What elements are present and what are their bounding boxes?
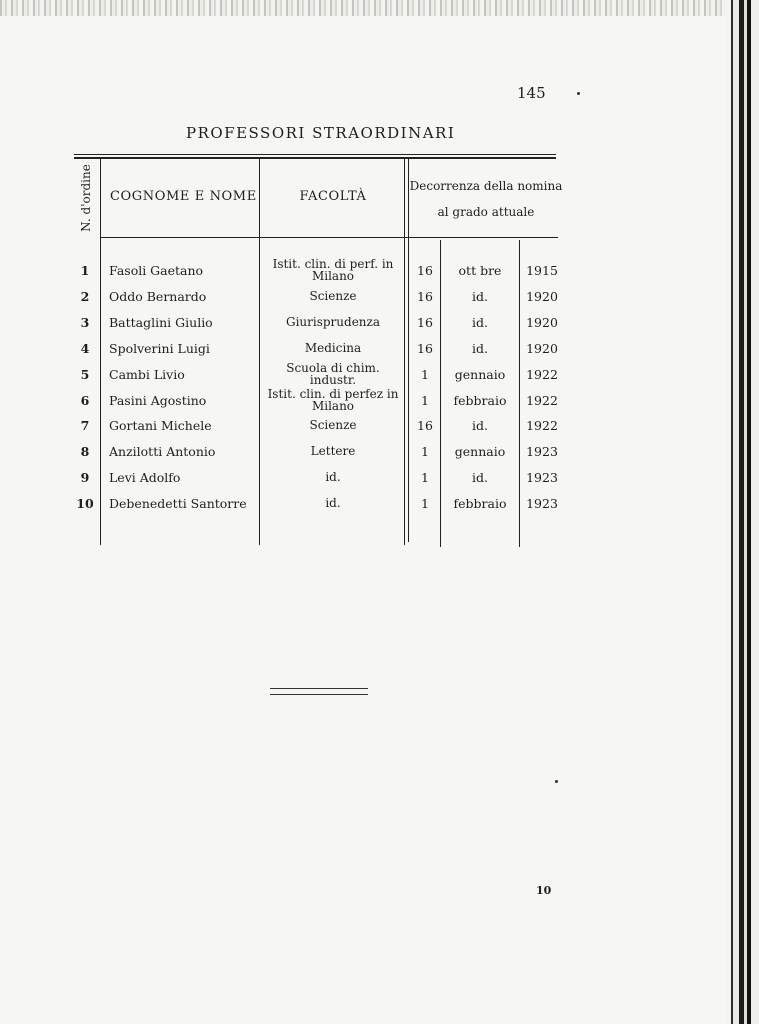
row-name: Levi Adolfo <box>109 469 181 485</box>
section-end-rule <box>270 688 368 695</box>
row-month: ott bre <box>458 262 502 278</box>
row-month: id. <box>472 340 488 356</box>
row-year: 1915 <box>526 262 558 278</box>
row-number: 6 <box>80 392 90 408</box>
row-month: gennaio <box>454 366 506 382</box>
signature-mark: 10 <box>536 884 552 897</box>
row-faculty: Lettere <box>310 444 356 458</box>
table-row <box>0 336 759 360</box>
table-row <box>0 258 759 282</box>
row-year: 1920 <box>526 314 558 330</box>
row-month: id. <box>472 417 488 433</box>
row-number: 4 <box>80 340 90 356</box>
row-number: 3 <box>80 314 90 330</box>
table-row <box>0 465 759 489</box>
table-row <box>0 439 759 463</box>
row-faculty: Giurisprudenza <box>285 315 381 329</box>
row-number: 10 <box>76 495 94 511</box>
row-month: id. <box>472 314 488 330</box>
row-month: id. <box>472 288 488 304</box>
row-day: 16 <box>417 340 433 356</box>
row-number: 8 <box>80 443 90 459</box>
ink-speck <box>577 92 580 95</box>
row-number: 5 <box>80 366 90 382</box>
row-faculty: Scienze <box>309 289 357 303</box>
row-day: 16 <box>417 288 433 304</box>
header-name: COGNOME E NOME <box>110 189 257 204</box>
row-day: 1 <box>421 469 429 485</box>
table-header-rule <box>100 237 558 238</box>
row-name: Cambi Livio <box>109 366 185 382</box>
row-faculty: id. <box>325 496 341 510</box>
table-row <box>0 491 759 515</box>
table-top-rule <box>74 154 556 155</box>
row-year: 1923 <box>526 469 558 485</box>
row-number: 9 <box>80 469 90 485</box>
row-name: Debenedetti Santorre <box>109 495 247 511</box>
row-name: Pasini Agostino <box>109 392 207 408</box>
row-faculty: Scuola di chim. industr. <box>286 361 380 387</box>
table-row <box>0 362 759 386</box>
scan-edge-noise <box>0 0 759 16</box>
row-month: febbraio <box>453 495 507 511</box>
table-row <box>0 413 759 437</box>
row-day: 1 <box>421 392 429 408</box>
row-number: 2 <box>80 288 90 304</box>
table-row <box>0 284 759 308</box>
row-number: 7 <box>80 417 90 433</box>
row-year: 1922 <box>526 417 558 433</box>
row-day: 16 <box>417 262 433 278</box>
row-year: 1922 <box>526 366 558 382</box>
header-order: N. d'ordine <box>79 164 93 232</box>
row-faculty: Scienze <box>309 418 357 432</box>
row-day: 16 <box>417 417 433 433</box>
row-name: Anzilotti Antonio <box>109 443 216 459</box>
row-month: id. <box>472 469 488 485</box>
header-decorrenza: Decorrenza della nomina al grado attuale <box>409 179 563 219</box>
row-faculty: Medicina <box>304 341 362 355</box>
row-faculty: Istit. clin. di perfez in Milano <box>267 387 399 413</box>
ink-speck <box>555 780 558 783</box>
row-name: Battaglini Giulio <box>109 314 213 330</box>
row-year: 1920 <box>526 340 558 356</box>
table-top-rule-2 <box>74 157 556 159</box>
row-year: 1923 <box>526 495 558 511</box>
row-faculty: Istit. clin. di perf. in Milano <box>272 257 394 283</box>
row-day: 1 <box>421 495 429 511</box>
row-name: Spolverini Luigi <box>109 340 210 356</box>
row-name: Fasoli Gaetano <box>109 262 204 278</box>
page-number: 145 <box>517 84 546 102</box>
table-row <box>0 310 759 334</box>
row-year: 1923 <box>526 443 558 459</box>
row-day: 16 <box>417 314 433 330</box>
row-year: 1922 <box>526 392 558 408</box>
row-number: 1 <box>80 262 90 278</box>
row-name: Oddo Bernardo <box>109 288 207 304</box>
row-day: 1 <box>421 443 429 459</box>
row-month: febbraio <box>453 392 507 408</box>
row-day: 1 <box>421 366 429 382</box>
row-faculty: id. <box>325 470 341 484</box>
page-title: PROFESSORI STRAORDINARI <box>186 124 456 142</box>
row-year: 1920 <box>526 288 558 304</box>
row-month: gennaio <box>454 443 506 459</box>
row-name: Gortani Michele <box>109 417 212 433</box>
table-row <box>0 388 759 412</box>
header-faculty: FACOLTÀ <box>299 189 367 204</box>
